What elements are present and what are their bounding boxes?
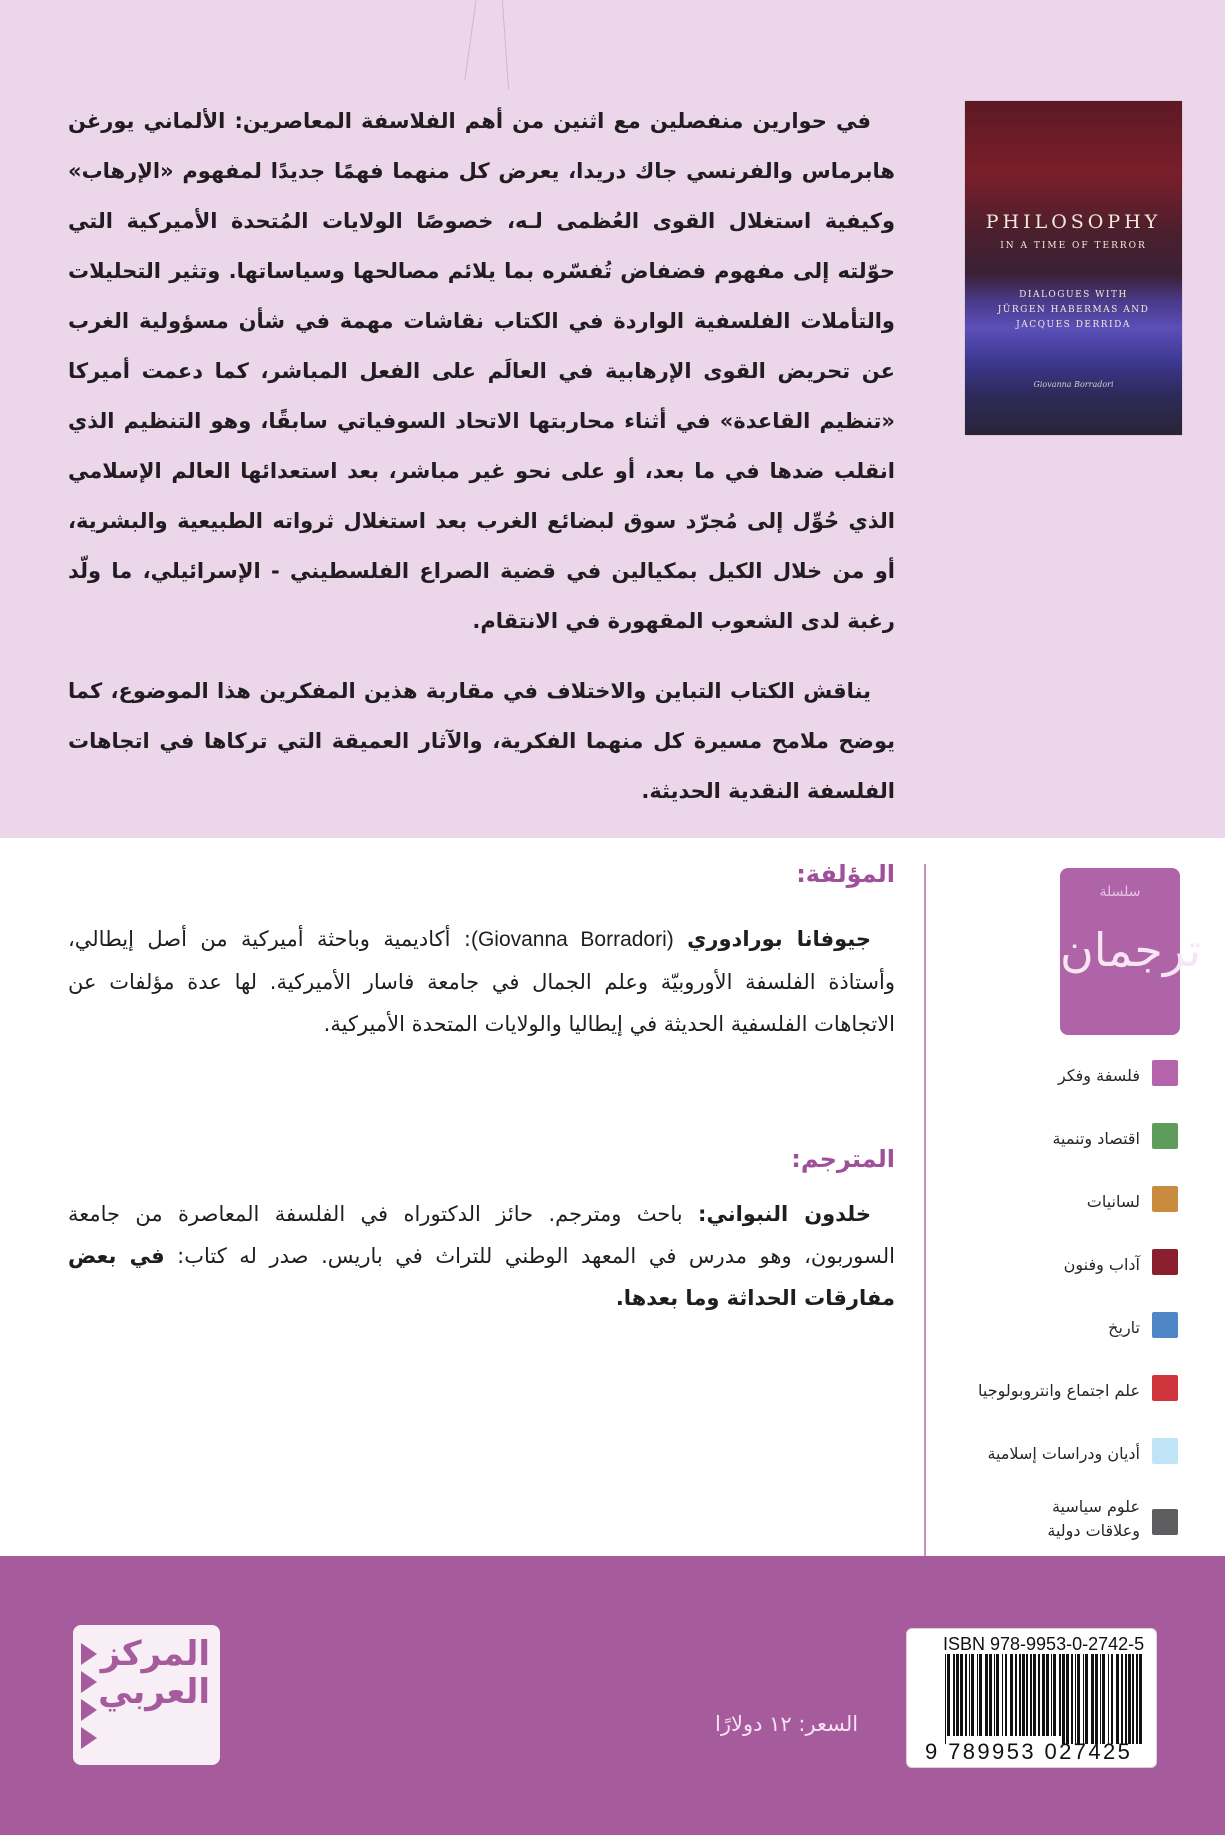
- barcode-bar: [947, 1654, 950, 1736]
- legend-item: [938, 1312, 1178, 1352]
- barcode-bar: [989, 1654, 992, 1736]
- legend-swatch: [1152, 1312, 1178, 1338]
- barcode-bar: [1139, 1654, 1142, 1744]
- barcode-bar: [1051, 1654, 1052, 1736]
- legend-swatch: [1152, 1249, 1178, 1275]
- barcode-bar: [969, 1654, 970, 1736]
- author-bio-text: : أكاديمية وباحثة أميركية من أصل إيطالي، وأستاذة الفلسفة الأوروبيّة وعلم الجمال في جامعة فاسار الأميركية. لها عدة مؤلفات عن الاتجاهات الفلسفية الحديثة في إيطاليا والولايات المتحدة الأميركية.: [68, 927, 895, 1036]
- barcode-bar: [1022, 1654, 1025, 1736]
- barcode-bar: [1046, 1654, 1049, 1736]
- barcode-bar: [1010, 1654, 1013, 1736]
- barcode-bar: [960, 1654, 963, 1736]
- cover-dialogues-line: DIALOGUES WITH: [1019, 290, 1128, 300]
- logo-triangle-icon: [81, 1699, 97, 1721]
- legend-item: [938, 1123, 1178, 1163]
- barcode-number: 9 789953 027425: [925, 1739, 1133, 1764]
- barcode-bar: [1095, 1654, 1098, 1744]
- paper-scratch: [502, 0, 509, 90]
- legend-item: [938, 1497, 1178, 1561]
- description-paragraph: يناقش الكتاب التباين والاختلاف في مقاربة هذين المفكرين هذا الموضوع، كما يوضح ملامح مسيرة كل منهما الفكرية، والآثار العميقة التي تركاها في اتجاهات الفلسفة النقدية الحديثة.: [68, 679, 895, 803]
- series-logo: [1060, 868, 1202, 1035]
- legend-swatch: [1152, 1123, 1178, 1149]
- translator-heading: المترجم:: [791, 1145, 895, 1173]
- logo-triangle-icon: [81, 1671, 97, 1693]
- translator-name: خلدون النبواني:: [698, 1202, 872, 1226]
- barcode-bar: [1121, 1654, 1123, 1744]
- barcode-bar: [1083, 1654, 1084, 1744]
- barcode-bar: [1059, 1654, 1061, 1736]
- barcode-bar: [1125, 1654, 1127, 1744]
- barcode-bar: [971, 1654, 974, 1736]
- publisher-name: المركز العربي: [98, 1634, 210, 1712]
- author-name: جيوفانا بورادوري: [687, 927, 871, 951]
- barcode-bar: [1062, 1654, 1065, 1744]
- logo-triangle-icon: [81, 1727, 97, 1749]
- legend-swatch: [1152, 1186, 1178, 1212]
- cover-dialogues-line: JÜRGEN HABERMAS AND: [997, 305, 1150, 315]
- barcode-bar: [1053, 1654, 1056, 1736]
- barcode-bar: [1030, 1654, 1032, 1736]
- legend-label: تاريخ: [1108, 1318, 1140, 1337]
- barcode-icon: [945, 1654, 1141, 1744]
- barcode-bar: [1108, 1654, 1109, 1744]
- barcode-bar: [996, 1654, 999, 1736]
- barcode-bar: [979, 1654, 982, 1736]
- barcode-bar: [994, 1654, 995, 1736]
- barcode-sticker: [906, 1628, 1157, 1768]
- author-heading: المؤلفة:: [796, 860, 895, 888]
- barcode-bar: [985, 1654, 988, 1736]
- barcode-bar: [1019, 1654, 1021, 1736]
- legend-swatch: [1152, 1438, 1178, 1464]
- cover-dialogues: [971, 288, 1176, 333]
- barcode-bar: [1071, 1654, 1073, 1744]
- footer-bar: [0, 1556, 1225, 1835]
- bio-section: [0, 838, 1225, 1556]
- book-cover-image: [965, 101, 1182, 435]
- barcode-bar: [1005, 1654, 1007, 1736]
- legend-item: [938, 1249, 1178, 1289]
- legend-swatch: [1152, 1509, 1178, 1535]
- barcode-bar: [1042, 1654, 1045, 1736]
- publisher-logo: [73, 1625, 220, 1765]
- paper-scratch: [464, 0, 476, 79]
- barcode-bar: [1033, 1654, 1036, 1736]
- translator-bio-text: باحث ومترجم. حائز الدكتوراه في الفلسفة المعاصرة من جامعة السوربون، وهو مدرس في المعهد الوطني للتراث في باريس. صدر له كتاب:: [68, 1202, 896, 1268]
- barcode-bar: [965, 1654, 967, 1736]
- cover-title: PHILOSOPHY: [985, 211, 1162, 233]
- legend-item: [938, 1186, 1178, 1226]
- barcode-bar: [945, 1654, 946, 1744]
- legend-label: علم اجتماع وانتروبولوجيا: [978, 1381, 1140, 1400]
- description-paragraph: في حوارين منفصلين مع اثنين من أهم الفلاسفة المعاصرين: الألماني يورغن هابرماس والفرنسي جاك دريدا، يعرض كل منهما فهمًا جديدًا لمفهوم «الإرهاب» وكيفية استغلال القوى العُظمى لـه، خصوصًا الولايات المُتحدة الأميركية التي حوّلته إلى مفهوم فضفاض تُفسّره بما يلائم مصالحها وسياساتها. وتثير التحليلات والتأملات الفلسفية الواردة في الكتاب نقاشات مهمة في شأن مسؤولية الغرب عن تحريض القوى الإرهابية في العالَم على الفعل المباشر، كما دعمت أميركا «تنظيم القاعدة» في أثناء محاربتها الاتحاد السوفياتي سابقًا، وهو التنظيم الذي انقلب ضدها في ما بعد، أو على نحو غير مباشر، بعد استعدائها العالم الإسلامي الذي حُوِّل إلى مُجرّد سوق لبضائع الغرب بعد استغلال ثرواته الطبيعية والبشرية، أو من خلال الكيل بمكيالين في قضية الصراع الفلسطيني - الإسرائيلي، ما ولّد رغبة لدى الشعوب المقهورة في الانتقام.: [68, 109, 895, 633]
- vertical-divider: [924, 864, 926, 1556]
- cover-dialogues-line: JACQUES DERRIDA: [1016, 320, 1131, 330]
- legend-swatch: [1152, 1060, 1178, 1086]
- barcode-bar: [956, 1654, 959, 1736]
- barcode-bar: [1091, 1654, 1094, 1744]
- barcode-bar: [1102, 1654, 1105, 1744]
- isbn-label: ISBN 978-9953-0-2742-5: [943, 1634, 1145, 1654]
- legend-label: علوم سياسية وعلاقات دولية: [1047, 1497, 1140, 1540]
- price-label: السعر: ١٢ دولارًا: [715, 1712, 859, 1736]
- logo-triangle-icon: [81, 1643, 97, 1665]
- barcode-bar: [1077, 1654, 1080, 1744]
- barcode-bar: [977, 1654, 978, 1736]
- barcode-bar: [1085, 1654, 1088, 1744]
- series-name: ترجمان: [1060, 923, 1202, 977]
- legend-label: فلسفة وفكر: [1057, 1066, 1140, 1085]
- cover-subtitle: IN A TIME OF TERROR: [1000, 241, 1147, 251]
- barcode-bar: [1002, 1654, 1003, 1736]
- legend-label: أديان ودراسات إسلامية: [987, 1444, 1140, 1463]
- legend-item: [938, 1438, 1178, 1478]
- barcode-bar: [1015, 1654, 1017, 1736]
- barcode-bar: [1100, 1654, 1101, 1744]
- description-section: [0, 0, 1225, 838]
- legend-swatch: [1152, 1375, 1178, 1401]
- legend-item: [938, 1375, 1178, 1415]
- barcode-bar: [1026, 1654, 1028, 1736]
- translator-bio: [68, 1193, 895, 1319]
- barcode-bar: [1075, 1654, 1076, 1744]
- author-bio: [68, 918, 895, 1045]
- legend-label: اقتصاد وتنمية: [1052, 1129, 1140, 1148]
- barcode-bar: [1066, 1654, 1069, 1744]
- legend-label: لسانيات: [1086, 1192, 1140, 1211]
- barcode-bar: [1136, 1654, 1138, 1744]
- barcode-bar: [1111, 1654, 1113, 1744]
- legend-label: آداب وفنون: [1063, 1255, 1140, 1274]
- translator-book-title: في بعض مفارقات الحداثة وما بعدها.: [68, 1244, 895, 1310]
- barcode-bar: [1038, 1654, 1040, 1736]
- series-label: سلسلة: [1099, 884, 1141, 900]
- barcode-bar: [1128, 1654, 1131, 1744]
- barcode-bar: [1132, 1654, 1134, 1744]
- legend-item: [938, 1060, 1178, 1100]
- barcode-bar: [953, 1654, 955, 1736]
- barcode-bar: [1116, 1654, 1119, 1744]
- cover-author: Giovanna Borradori: [1033, 380, 1114, 389]
- author-name-latin: (Giovanna Borradori): [470, 928, 674, 951]
